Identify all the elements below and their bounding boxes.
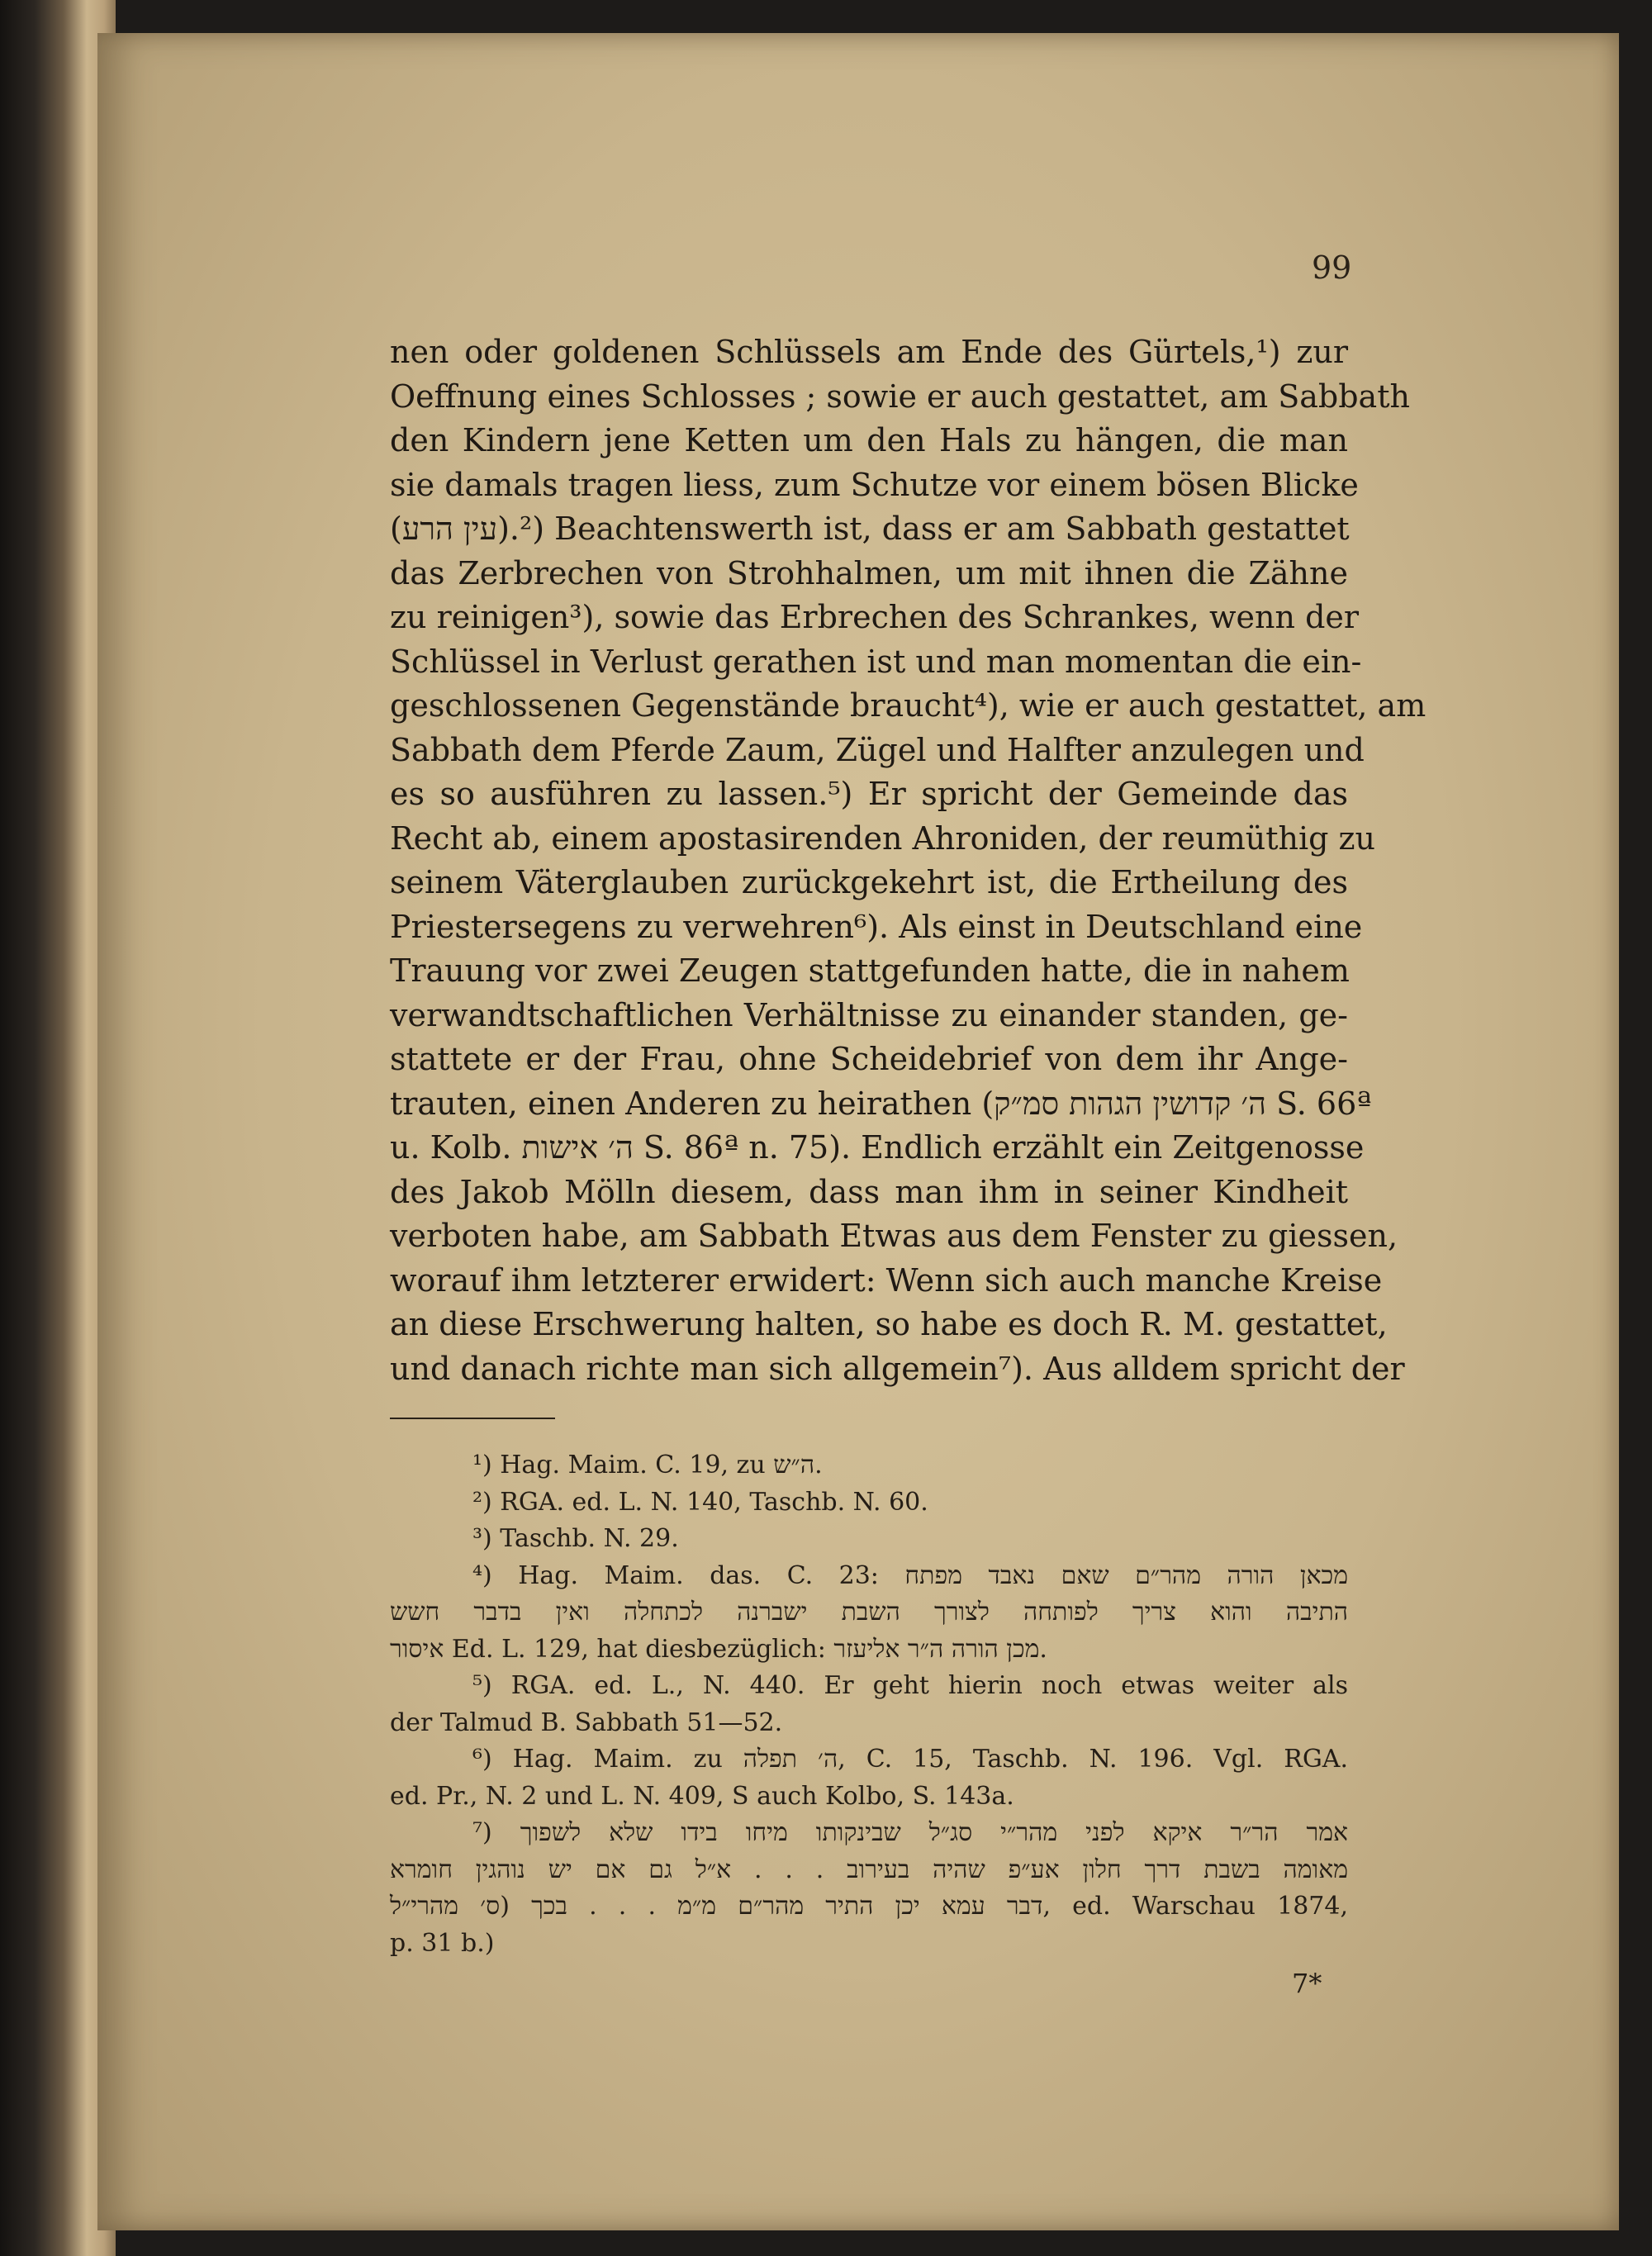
page-number: 99 [1312,249,1352,286]
footnote-line: ²) RGA. ed. L. N. 140, Taschb. N. 60. [472,1487,928,1517]
footnote-line: מאומה בשבת דרך חלון אע״פ שהיה בעירוב . . . א״ל גם אם יש נוהגין חומרא [390,1855,1348,1884]
body-line: Schlüssel in Verlust gerathen ist und man momentan die ein- [390,643,1362,680]
body-line: zu reinigen³), sowie das Erbrechen des Schrankes, wenn der [390,599,1360,635]
body-line: verboten habe, am Sabbath Etwas aus dem Fenster zu giessen, [390,1218,1398,1254]
footnote-line: p. 31 b.) [390,1928,495,1958]
body-line: (עין הרע).²) Beachtenswerth ist, dass er am Sabbath gestattet [390,511,1350,547]
footnote-line: איסור Ed. L. 129, hat diesbezüglich: מכן הורה ה״ר אליעזר. [390,1634,1047,1664]
body-line: sie damals tragen liess, zum Schutze vor einem bösen Blicke [390,466,1359,503]
body-line: den Kindern jene Ketten um den Hals zu hängen, die man [390,422,1348,458]
body-line: Priestersegens zu verwehren⁶). Als einst in Deutschland eine [390,908,1363,945]
footnote-line: ¹) Hag. Maim. C. 19, zu ה״ש. [472,1451,823,1479]
body-line: und danach richte man sich allgemein⁷). Aus alldem spricht der [390,1350,1405,1387]
body-line: u. Kolb. ה׳ אישות S. 86ª n. 75). Endlich erzählt ein Zeitgenosse [390,1129,1365,1166]
signature-mark: 7* [1292,1968,1322,1999]
body-line: verwandtschaftlichen Verhältnisse zu einander standen, ge- [390,996,1348,1033]
body-line: Sabbath dem Pferde Zaum, Zügel und Halfter anzulegen und [390,731,1365,768]
body-line: Trauung vor zwei Zeugen stattgefunden hatte, die in nahem [390,952,1350,989]
footnote-line: ⁶) Hag. Maim. zu ה׳ תפלה, C. 15, Taschb. N. 196. Vgl. RGA. [472,1745,1348,1774]
footnote-line: התיבה והוא צריך לפותחה לצורך השבת ישברנה לכתחלה ואין בדבר חשש [390,1598,1348,1627]
body-line: nen oder goldenen Schlüssels am Ende des Gürtels,¹) zur [390,334,1348,370]
footnote-line: ³) Taschb. N. 29. [472,1524,679,1553]
book-page [97,33,1619,2230]
body-line: Recht ab, einem apostasirenden Ahroniden, der reumüthig zu [390,819,1376,857]
footnote-line: דבר עמא יכן התיר מהר״ם מ״מ . . . בכך (ס׳ מהרי״ל, ed. Warschau 1874, [390,1892,1348,1921]
footnote-line: ⁷) אמר הר״ר איקא לפני מהר״י סג״ל שבינקותו מיחו בידו שלא לשפוך [472,1818,1348,1847]
body-line: geschlossenen Gegenstände braucht⁴), wie er auch gestattet, am [390,687,1427,724]
body-line: trauten, einen Anderen zu heirathen (ה׳ קדושין הגהות סמ״ק S. 66ª [390,1085,1372,1122]
body-line: das Zerbrechen von Strohhalmen, um mit ihnen die Zähne [390,554,1348,591]
body-line: worauf ihm letzterer erwidert: Wenn sich auch manche Kreise [390,1261,1383,1299]
body-line: seinem Väterglauben zurückgekehrt ist, die Ertheilung des [390,864,1348,900]
footnote-line: der Talmud B. Sabbath 51—52. [390,1707,783,1737]
body-line: stattete er der Frau, ohne Scheidebrief von dem ihr Ange- [390,1041,1348,1077]
body-line: es so ausführen zu lassen.⁵) Er spricht der Gemeinde das [390,776,1348,812]
footnote-rule [390,1418,555,1419]
footnote-line: ⁵) RGA. ed. L., N. 440. Er geht hierin noch etwas weiter als [472,1671,1348,1700]
main-text [390,330,1427,1391]
body-line: Oeffnung eines Schlosses ; sowie er auch gestattet, am Sabbath [390,378,1410,415]
body-line: des Jakob Mölln diesem, dass man ihm in seiner Kindheit [390,1173,1348,1210]
footnotes [390,1447,1348,1962]
footnote-line: ed. Pr., N. 2 und L. N. 409, S auch Kolbo, S. 143a. [390,1781,1014,1811]
footnote-line: ⁴) Hag. Maim. das. C. 23: מכאן הורה מהר״ם שאם נאבד מפתח [472,1560,1348,1590]
body-line: an diese Erschwerung halten, so habe es doch R. M. gestattet, [390,1306,1388,1342]
